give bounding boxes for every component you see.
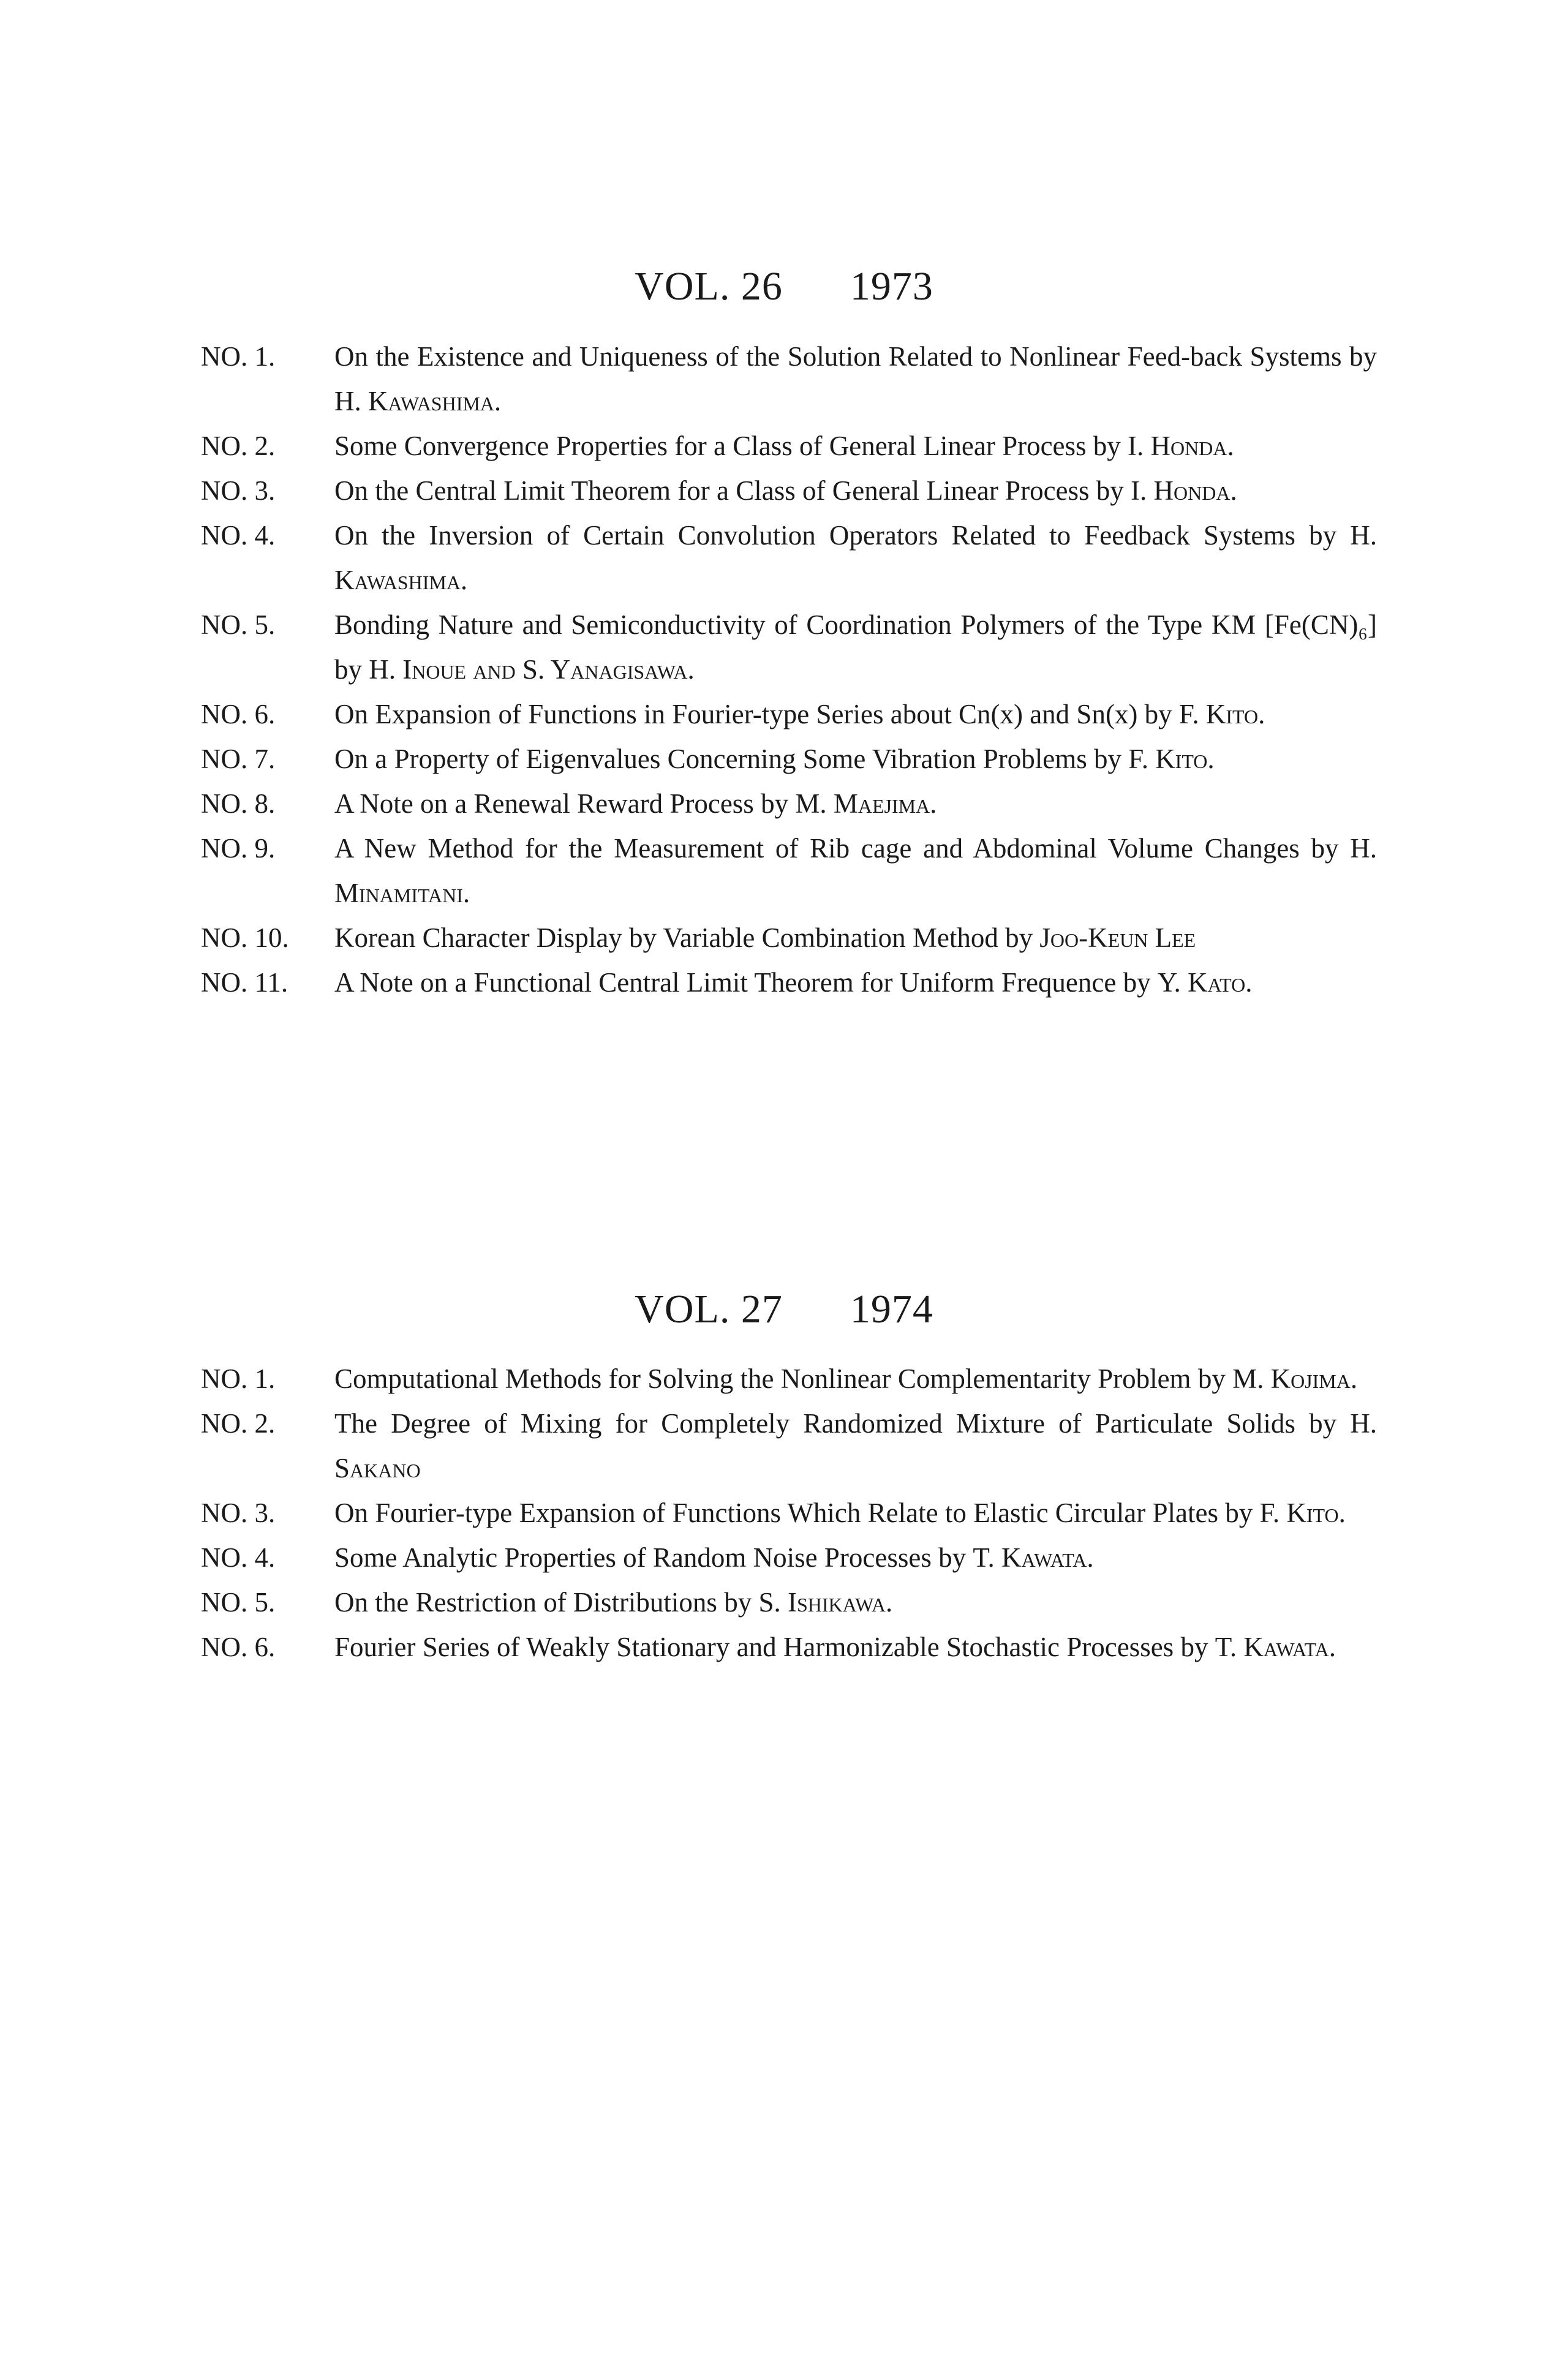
by-label: by <box>1311 833 1339 864</box>
entry-text <box>334 334 1377 424</box>
author-names: I. Honda. <box>1128 431 1234 461</box>
entry-text <box>334 1536 1377 1580</box>
entry-text <box>334 826 1377 916</box>
toc-entry <box>201 737 1377 782</box>
entry-text <box>334 424 1377 469</box>
author-names: H. Kawashima. <box>334 520 1377 595</box>
article-title: The Degree of Mixing for Completely Randomized Mixture of Particulate Solids <box>334 1408 1295 1439</box>
author-names: F. Kito. <box>1259 1498 1346 1528</box>
entry-text <box>334 513 1377 603</box>
author-names: H. Minamitani. <box>334 833 1377 908</box>
author-names: F. Kito. <box>1128 744 1215 774</box>
by-label: by <box>1349 341 1378 372</box>
entry-text <box>334 960 1377 1005</box>
by-label: by <box>724 1587 752 1618</box>
author-names: T. Kawata. <box>973 1542 1094 1573</box>
by-label: by <box>1005 922 1033 953</box>
volume-label: VOL. 26 <box>635 264 783 309</box>
article-title: Some Convergence Properties for a Class of General Linear Process <box>334 431 1087 461</box>
article-title: Some Analytic Properties of Random Noise Processes <box>334 1542 932 1573</box>
by-label: by <box>1094 744 1122 774</box>
article-title: Bonding Nature and Semiconductivity of Coordination Polymers of the Type KM [Fe(CN)₆] <box>334 609 1377 640</box>
author-names: Y. Kato. <box>1157 967 1253 998</box>
issue-number: NO. 5. <box>201 609 276 640</box>
article-title: On Fourier-type Expansion of Functions Which Relate to Elastic Circular Plates <box>334 1498 1218 1528</box>
article-title: Computational Methods for Solving the Nonlinear Complementarity Problem <box>334 1363 1191 1394</box>
volume-year: 1974 <box>850 1287 933 1332</box>
author-names: H. Inoue and S. Yanagisawa. <box>369 654 695 685</box>
article-title: A Note on a Renewal Reward Process <box>334 788 754 819</box>
issue-number: NO. 4. <box>201 1542 276 1573</box>
issue-number: NO. 10. <box>201 922 289 953</box>
issue-number: NO. 3. <box>201 1498 276 1528</box>
entry-text <box>334 603 1377 692</box>
issue-number: NO. 5. <box>201 1587 276 1618</box>
entry-text <box>334 1580 1377 1625</box>
issue-number: NO. 7. <box>201 744 276 774</box>
toc-entry <box>201 513 1377 603</box>
author-names: T. Kawata. <box>1215 1632 1336 1662</box>
issue-number: NO. 6. <box>201 699 276 729</box>
toc-entry <box>201 1536 1377 1580</box>
volume-year: 1973 <box>850 264 933 309</box>
author-names: H. Sakano <box>334 1408 1378 1483</box>
toc-entry <box>201 1580 1377 1625</box>
issue-number: NO. 6. <box>201 1632 276 1662</box>
author-names: M. Maejima. <box>795 788 937 819</box>
issue-number: NO. 1. <box>201 1363 276 1394</box>
by-label: by <box>1197 1363 1226 1394</box>
issue-number: NO. 9. <box>201 833 276 864</box>
volume-label: VOL. 27 <box>635 1287 783 1332</box>
by-label: by <box>334 654 362 685</box>
article-title: A Note on a Functional Central Limit Theorem for Uniform Frequence <box>334 967 1117 998</box>
by-label: by <box>761 788 789 819</box>
issue-number: NO. 11. <box>201 967 288 998</box>
author-names: S. Ishikawa. <box>758 1587 893 1618</box>
toc-entry <box>201 692 1377 737</box>
issue-number: NO. 2. <box>201 1408 276 1439</box>
by-label: by <box>938 1542 967 1573</box>
toc-entry <box>201 782 1377 826</box>
by-label: by <box>1093 431 1121 461</box>
toc-entry <box>201 960 1377 1005</box>
toc-entry <box>201 1625 1377 1670</box>
article-title: On the Existence and Uniqueness of the Solution Related to Nonlinear Feed-back Systems <box>334 341 1342 372</box>
entry-text <box>334 782 1377 826</box>
author-names: M. Kojima. <box>1232 1363 1358 1394</box>
toc-entry <box>201 603 1377 692</box>
by-label: by <box>1180 1632 1208 1662</box>
article-title: On Expansion of Functions in Fourier-type Series about Cn(x) and Sn(x) <box>334 699 1138 729</box>
toc-entry <box>201 1491 1377 1536</box>
vol-27-entries <box>201 1357 1377 1670</box>
entry-text <box>334 692 1377 737</box>
entry-text <box>334 1401 1377 1491</box>
by-label: by <box>1225 1498 1253 1528</box>
issue-number: NO. 1. <box>201 341 276 372</box>
author-names: I. Honda. <box>1131 475 1237 506</box>
entry-text <box>334 469 1377 513</box>
vol-26-heading <box>0 263 1568 310</box>
article-title: On the Central Limit Theorem for a Class of General Linear Process <box>334 475 1090 506</box>
author-names: H. Kawashima. <box>334 386 502 416</box>
entry-text <box>334 916 1377 960</box>
toc-entry <box>201 1401 1377 1491</box>
author-names: F. Kito. <box>1178 699 1265 729</box>
issue-number: NO. 8. <box>201 788 276 819</box>
by-label: by <box>1123 967 1151 998</box>
toc-entry <box>201 826 1377 916</box>
author-names: Joo-Keun Lee <box>1039 922 1196 953</box>
toc-entry <box>201 1357 1377 1401</box>
entry-text <box>334 1625 1377 1670</box>
vol-26-entries <box>201 334 1377 1005</box>
article-title: Korean Character Display by Variable Combination Method <box>334 922 998 953</box>
issue-number: NO. 3. <box>201 475 276 506</box>
by-label: by <box>1096 475 1124 506</box>
toc-entry <box>201 916 1377 960</box>
entry-text <box>334 737 1377 782</box>
entry-text <box>334 1491 1377 1536</box>
by-label: by <box>1144 699 1172 729</box>
by-label: by <box>1309 1408 1337 1439</box>
by-label: by <box>1309 520 1337 551</box>
article-title: On the Inversion of Certain Convolution Operators Related to Feedback Systems <box>334 520 1295 551</box>
toc-entry <box>201 334 1377 424</box>
toc-entry <box>201 424 1377 469</box>
article-title: On a Property of Eigenvalues Concerning Some Vibration Problems <box>334 744 1087 774</box>
article-title: On the Restriction of Distributions <box>334 1587 717 1618</box>
vol-27-heading <box>0 1286 1568 1333</box>
article-title: Fourier Series of Weakly Stationary and Harmonizable Stochastic Processes <box>334 1632 1174 1662</box>
toc-entry <box>201 469 1377 513</box>
entry-text <box>334 1357 1377 1401</box>
issue-number: NO. 4. <box>201 520 276 551</box>
article-title: A New Method for the Measurement of Rib cage and Abdominal Volume Changes <box>334 833 1300 864</box>
issue-number: NO. 2. <box>201 431 276 461</box>
